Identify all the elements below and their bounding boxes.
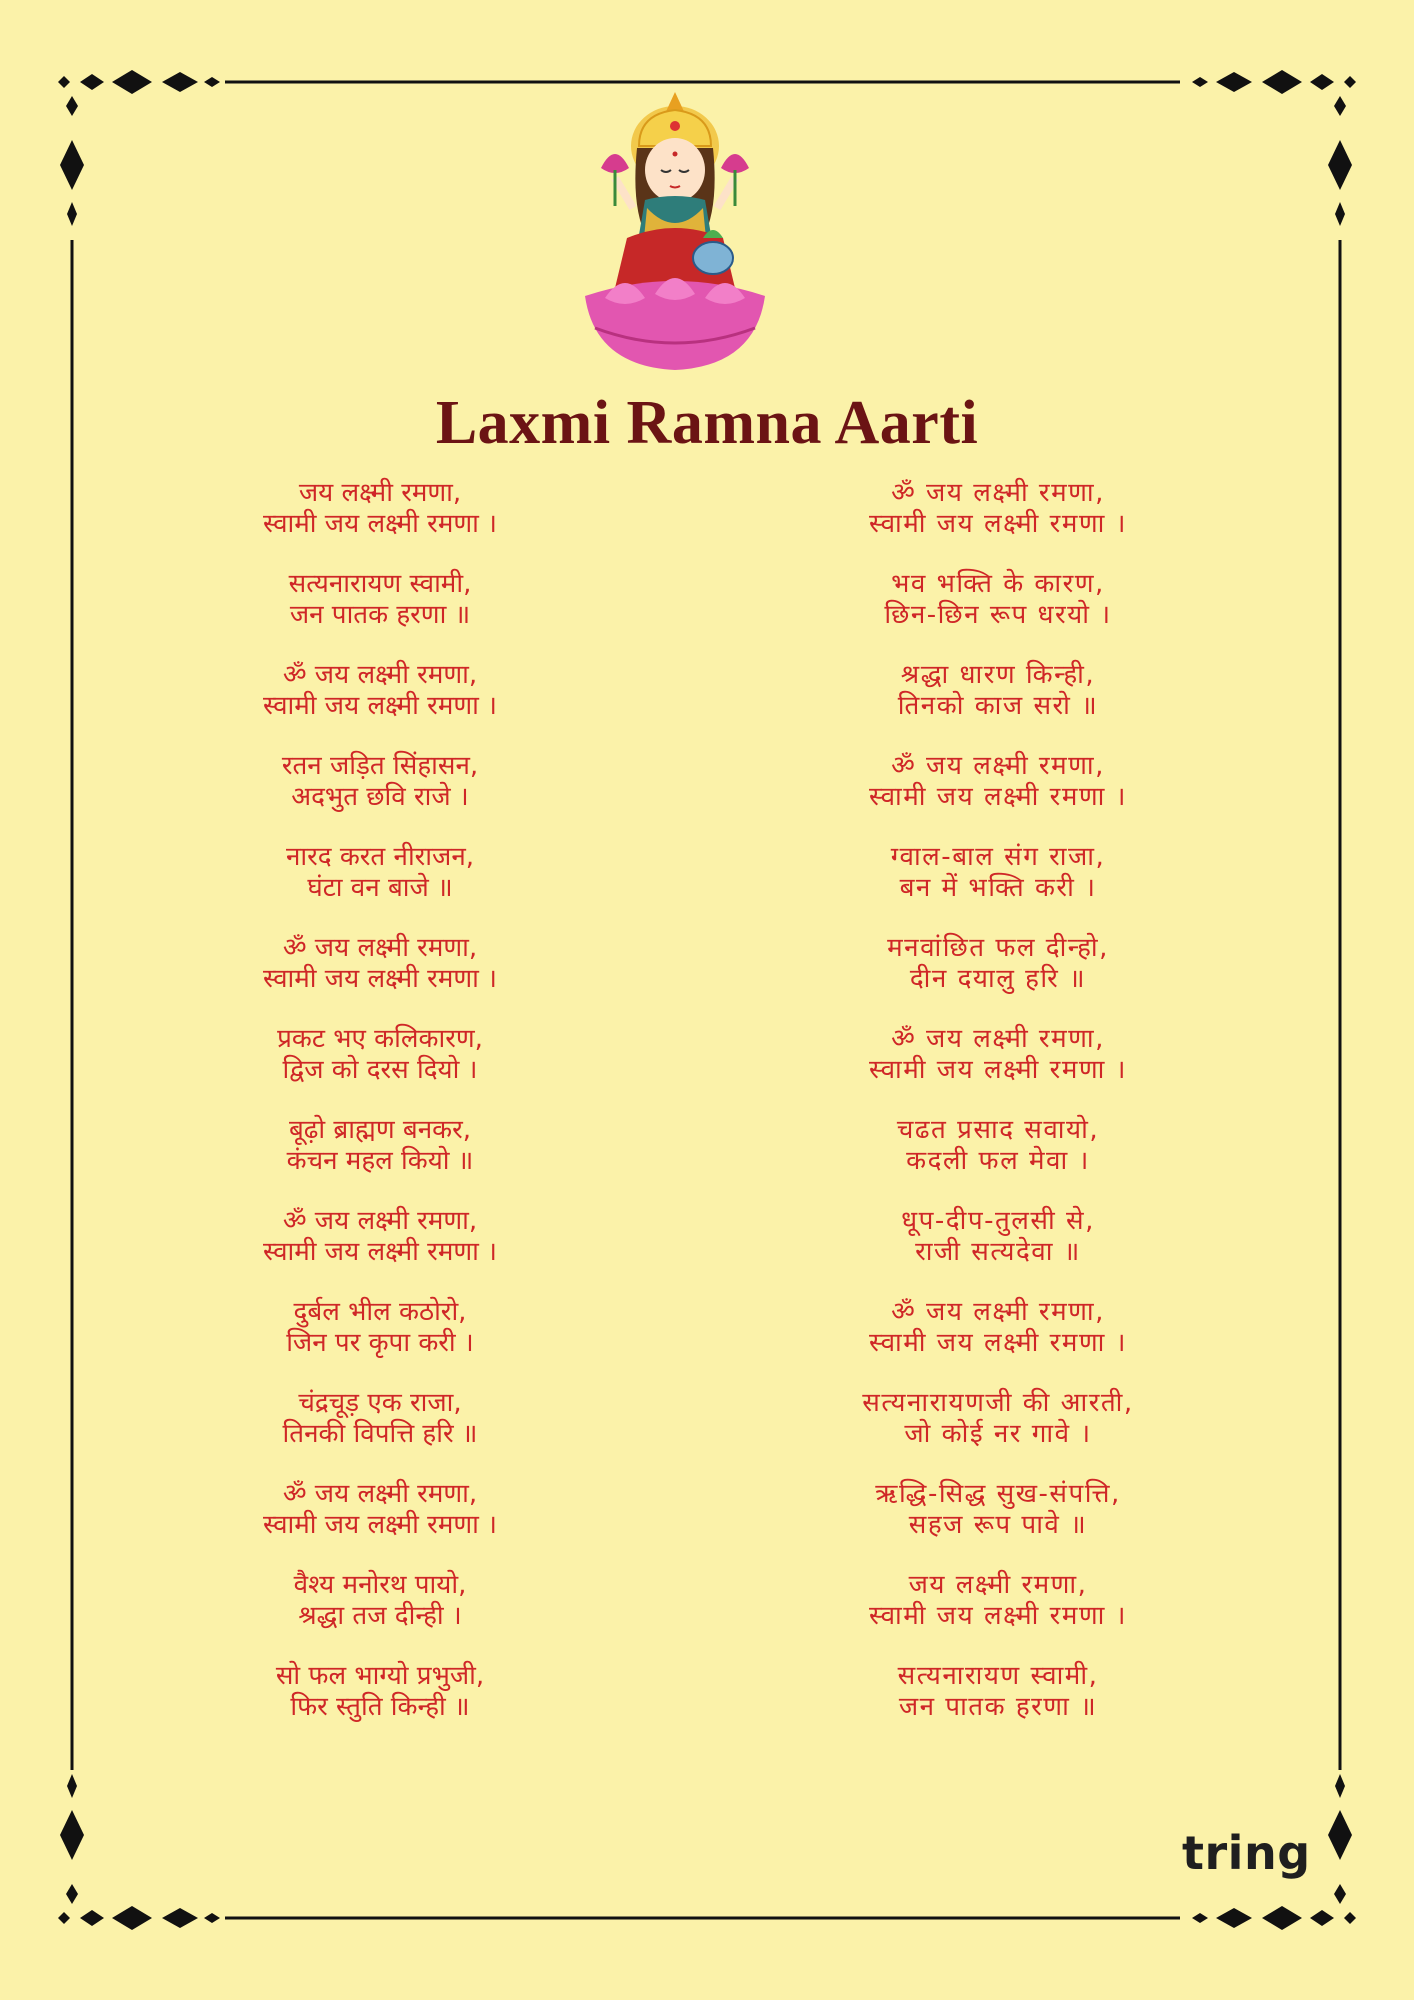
verse-stanza	[738, 1297, 1258, 1388]
verse-line: ॐ जय लक्ष्मी रमणा,	[282, 1479, 478, 1509]
verse-line: सत्यनारायण स्वामी,	[897, 1661, 1099, 1691]
verse-stanza	[738, 569, 1258, 660]
verse-line: जिन पर कृपा करी ।	[286, 1328, 474, 1358]
verse-stanza	[120, 751, 640, 842]
verse-line: स्वामी जय लक्ष्मी रमणा ।	[262, 509, 498, 539]
verse-line: मनवांछित फल दीन्हो,	[887, 933, 1109, 963]
verse-line: सत्यनारायण स्वामी,	[288, 569, 472, 599]
verse-line: राजी सत्यदेवा ॥	[915, 1237, 1081, 1267]
verse-line: बन में भक्ति करी ।	[899, 873, 1097, 903]
verse-stanza	[120, 1024, 640, 1115]
verse-line: कंचन महल कियो ॥	[286, 1146, 474, 1176]
verse-stanza	[738, 1115, 1258, 1206]
verse-line: जय लक्ष्मी रमणा,	[298, 478, 462, 508]
verse-line: ॐ जय लक्ष्मी रमणा,	[891, 751, 1105, 781]
verse-line: कदली फल मेवा ।	[906, 1146, 1090, 1176]
verse-line: श्रद्धा धारण किन्ही,	[900, 660, 1096, 690]
aarti-right-column	[738, 478, 1258, 1752]
verse-stanza	[120, 1297, 640, 1388]
verse-stanza	[738, 1206, 1258, 1297]
verse-line: ॐ जय लक्ष्मी रमणा,	[891, 478, 1105, 508]
verse-line: स्वामी जय लक्ष्मी रमणा ।	[262, 691, 498, 721]
verse-line: ॐ जय लक्ष्मी रमणा,	[282, 660, 478, 690]
verse-stanza	[120, 1388, 640, 1479]
verse-line: सत्यनारायणजी की आरती,	[862, 1388, 1134, 1418]
verse-line: ॐ जय लक्ष्मी रमणा,	[891, 1297, 1105, 1327]
verse-line: बूढ़ो ब्राह्मण बनकर,	[288, 1115, 472, 1145]
verse-line: नारद करत नीराजन,	[285, 842, 475, 872]
verse-stanza	[120, 842, 640, 933]
verse-stanza	[738, 1388, 1258, 1479]
verse-line: जो कोई नर गावे ।	[904, 1419, 1092, 1449]
verse-line: रतन जड़ित सिंहासन,	[281, 751, 479, 781]
verse-stanza	[120, 1570, 640, 1661]
verse-line: दीन दयालु हरि ॥	[909, 964, 1087, 994]
verse-line: जय लक्ष्मी रमणा,	[908, 1570, 1088, 1600]
verse-line: ऋद्धि-सिद्ध सुख-संपत्ति,	[875, 1479, 1121, 1509]
verse-stanza	[738, 1024, 1258, 1115]
verse-stanza	[738, 933, 1258, 1024]
verse-line: स्वामी जय लक्ष्मी रमणा ।	[262, 964, 498, 994]
verse-stanza	[738, 842, 1258, 933]
verse-stanza	[738, 1570, 1258, 1661]
verse-line: स्वामी जय लक्ष्मी रमणा ।	[868, 509, 1128, 539]
verse-stanza	[120, 1479, 640, 1570]
verse-line: स्वामी जय लक्ष्मी रमणा ।	[868, 1601, 1128, 1631]
verse-stanza	[120, 660, 640, 751]
verse-line: तिनको काज सरो ॥	[897, 691, 1099, 721]
verse-line: ॐ जय लक्ष्मी रमणा,	[282, 933, 478, 963]
verse-line: स्वामी जय लक्ष्मी रमणा ।	[868, 782, 1128, 812]
verse-stanza	[738, 751, 1258, 842]
verse-line: ॐ जय लक्ष्मी रमणा,	[282, 1206, 478, 1236]
verse-stanza	[120, 1206, 640, 1297]
verse-line: जन पातक हरणा ॥	[289, 600, 471, 630]
verse-stanza	[738, 1661, 1258, 1752]
verse-line: चंद्रचूड़ एक राजा,	[298, 1388, 462, 1418]
verse-line: वैश्य मनोरथ पायो,	[293, 1570, 467, 1600]
verse-stanza	[120, 1661, 640, 1752]
verse-line: स्वामी जय लक्ष्मी रमणा ।	[868, 1328, 1128, 1358]
verse-line: स्वामी जय लक्ष्मी रमणा ।	[262, 1237, 498, 1267]
verse-line: श्रद्धा तज दीन्ही ।	[298, 1601, 462, 1631]
verse-line: सो फल भाग्यो प्रभुजी,	[275, 1661, 485, 1691]
verse-line: ॐ जय लक्ष्मी रमणा,	[891, 1024, 1105, 1054]
verse-line: अदभुत छवि राजे ।	[291, 782, 469, 812]
verse-line: जन पातक हरणा ॥	[898, 1692, 1098, 1722]
verse-stanza	[120, 1115, 640, 1206]
verse-line: प्रकट भए कलिकारण,	[277, 1024, 483, 1054]
page-title: Laxmi Ramna Aarti	[435, 389, 979, 457]
verse-line: घंटा वन बाजे ॥	[307, 873, 453, 903]
verse-line: दुर्बल भील कठोरो,	[293, 1297, 467, 1327]
verse-stanza	[738, 660, 1258, 751]
verse-line: फिर स्तुति किन्ही ॥	[290, 1692, 470, 1722]
verse-line: तिनकी विपत्ति हरि ॥	[282, 1419, 478, 1449]
verse-line: सहज रूप पावे ॥	[908, 1510, 1088, 1540]
verse-stanza	[738, 478, 1258, 569]
verse-line: स्वामी जय लक्ष्मी रमणा ।	[262, 1510, 498, 1540]
verse-line: छिन-छिन रूप धरयो ।	[884, 600, 1112, 630]
verse-line: स्वामी जय लक्ष्मी रमणा ।	[868, 1055, 1128, 1085]
verse-stanza	[738, 1479, 1258, 1570]
verse-line: द्विज को दरस दियो ।	[282, 1055, 478, 1085]
verse-line: धूप-दीप-तुलसी से,	[901, 1206, 1095, 1236]
goddess-lakshmi-illustration	[575, 88, 775, 378]
brand-logo: tring	[1182, 1826, 1311, 1880]
verse-stanza	[120, 478, 640, 569]
verse-stanza	[120, 933, 640, 1024]
verse-line: चढत प्रसाद सवायो,	[896, 1115, 1100, 1145]
verse-line: भव भक्ति के कारण,	[891, 569, 1105, 599]
verse-stanza	[120, 569, 640, 660]
verse-line: ग्वाल-बाल संग राजा,	[890, 842, 1106, 872]
aarti-left-column	[120, 478, 640, 1752]
